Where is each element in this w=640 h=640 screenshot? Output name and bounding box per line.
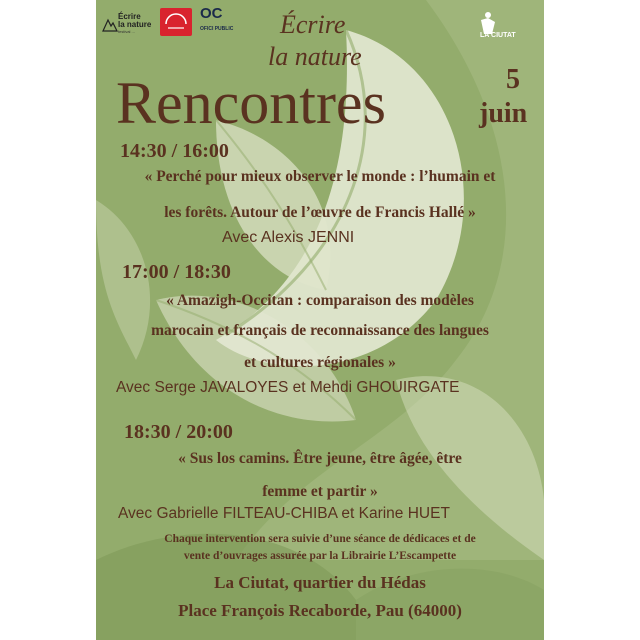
logo-ecrire-small: festival ... bbox=[118, 29, 135, 34]
mountain-icon bbox=[102, 16, 118, 32]
note-line1: Chaque intervention sera suivie d’une séance de dédicaces et de bbox=[164, 533, 476, 545]
session-2-time: 17:00 / 18:30 bbox=[122, 261, 231, 283]
session-3-title-line2: femme et partir » bbox=[262, 483, 378, 500]
session-3-title-line1: « Sus los camins. Être jeune, être âgée, être bbox=[178, 450, 462, 467]
session-2-title-line1: « Amazigh-Occitan : comparaison des modèles bbox=[166, 292, 474, 309]
session-1-title-line1: « Perché pour mieux observer le monde : l’humain et bbox=[144, 168, 496, 185]
red-institution-logo bbox=[160, 8, 192, 36]
logo-ecrire-line1: Écrire bbox=[118, 12, 141, 21]
date-month: juin bbox=[479, 98, 528, 129]
session-3-time: 18:30 / 20:00 bbox=[124, 421, 233, 443]
session-1-time: 14:30 / 16:00 bbox=[120, 140, 229, 162]
logo-ecrire-line2: la nature bbox=[118, 20, 152, 29]
logo-oc-subtitle: OFICI PUBLIC bbox=[200, 26, 234, 32]
session-1-title-line2: les forêts. Autour de l’œuvre de Francis Hallé » bbox=[164, 204, 476, 221]
session-1-speakers: Avec Alexis JENNI bbox=[222, 229, 355, 246]
logo-oc-text: OC bbox=[200, 5, 223, 22]
title-ecrire: Écrire bbox=[280, 10, 346, 39]
ecrire-la-nature-logo bbox=[102, 10, 164, 36]
title-la-nature: la nature bbox=[268, 42, 362, 71]
venue-line1: La Ciutat, quartier du Hédas bbox=[214, 573, 426, 592]
session-2-title-line3: et cultures régionales » bbox=[244, 354, 396, 371]
title-rencontres: Rencontres bbox=[116, 70, 386, 136]
session-2-title-line2: marocain et français de reconnaissance des langues bbox=[151, 322, 489, 339]
venue-line2: Place François Recaborde, Pau (64000) bbox=[178, 601, 462, 620]
event-poster bbox=[96, 0, 544, 640]
session-2-speakers: Avec Serge JAVALOYES et Mehdi GHOUIRGATE bbox=[116, 379, 460, 396]
note-line2: vente d’ouvrages assurée par la Librairie L’Escampette bbox=[183, 550, 457, 562]
la-ciutat-logo bbox=[476, 8, 538, 38]
date-day: 5 bbox=[506, 64, 520, 95]
logo-ciutat-text: LA CIUTAT bbox=[480, 32, 516, 39]
session-3-speakers: Avec Gabrielle FILTEAU-CHIBA et Karine HUET bbox=[118, 505, 450, 522]
ofici-public-logo bbox=[200, 6, 244, 38]
